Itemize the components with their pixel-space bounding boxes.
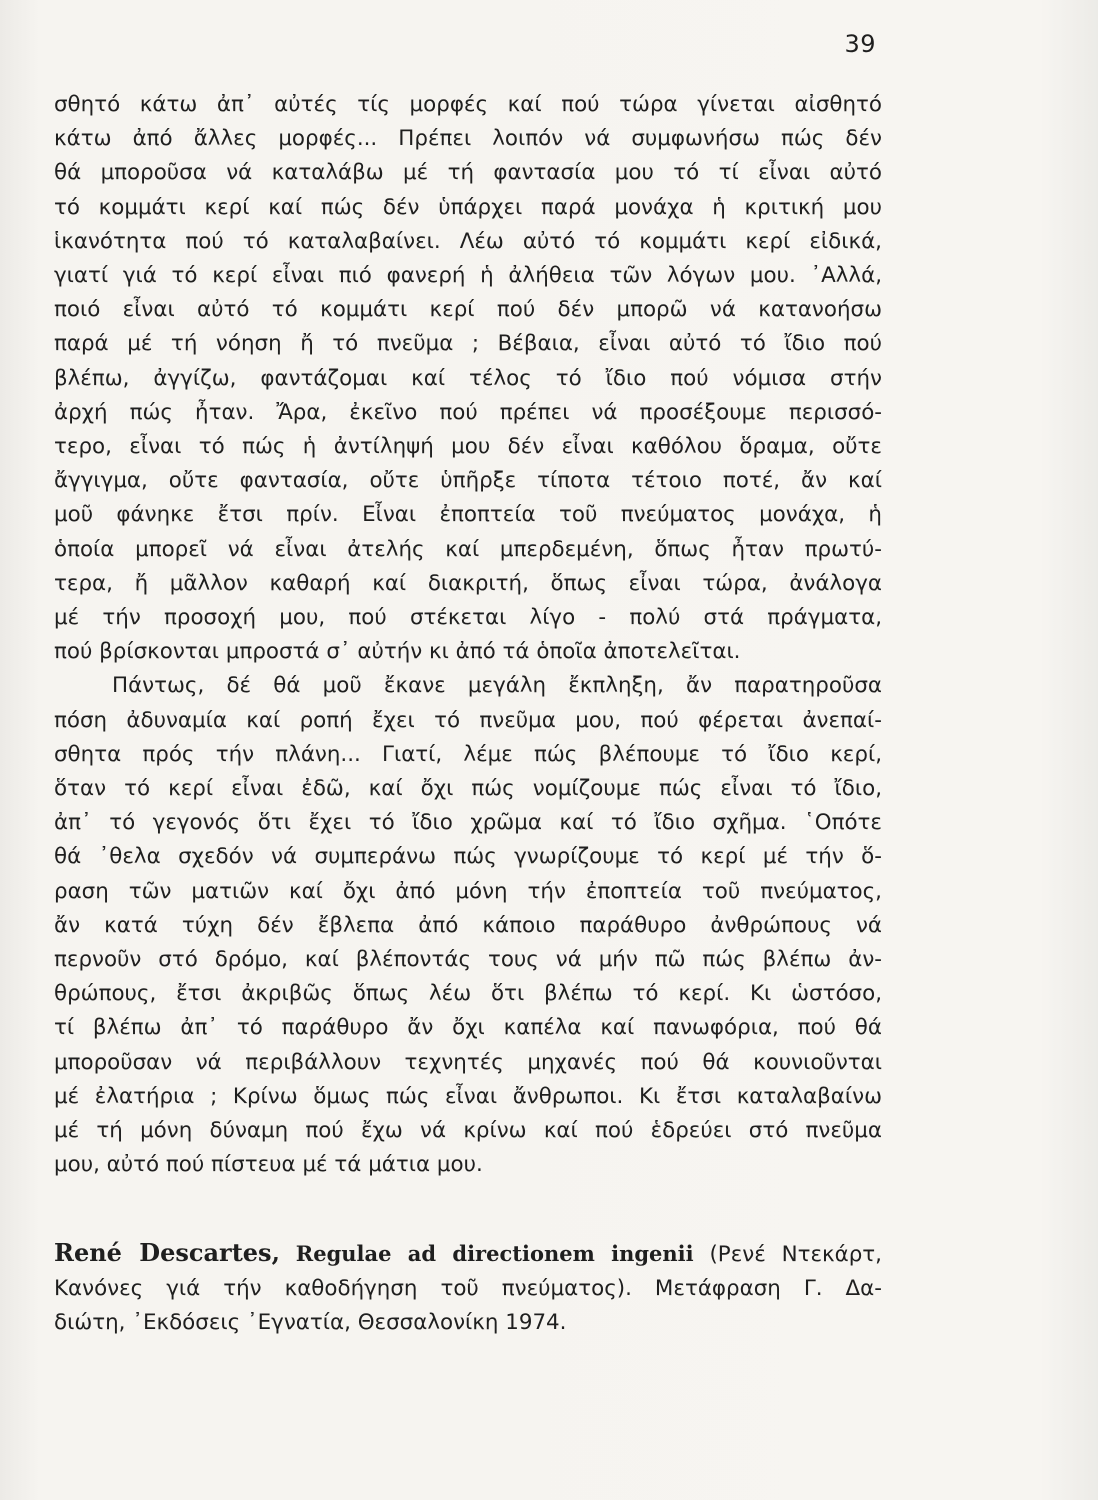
text-line: περνοῦν στό δρόμο, καί βλέποντάς τους νά μήν πῶ πώς βλέπω ἀν- — [54, 947, 882, 973]
text-line: ἄγγιγμα, οὔτε φαντασία, οὔτε ὑπῆρξε τίποτα τέτοιο ποτέ, ἄν καί — [54, 468, 882, 494]
text-line: πόση ἀδυναμία καί ροπή ἔχει τό πνεῦμα μου, πού φέρεται ἀνεπαί- — [54, 707, 882, 733]
text-line: μου, αὐτό πού πίστευα μέ τά μάτια μου. — [54, 1152, 483, 1178]
citation-work-title: Regulae ad directionem ingenii — [295, 1241, 694, 1266]
text-line: τό κομμάτι κερί καί πώς δέν ὑπάρχει παρά μονάχα ἡ κριτική μου — [54, 194, 882, 220]
text-line: τερα, ἤ μᾶλλον καθαρή καί διακριτή, ὅπως εἶναι τώρα, ἀνάλογα — [54, 570, 882, 596]
text-line: ἄν κατά τύχη δέν ἔβλεπα ἀπό κάποιο παράθυρο ἀνθρώπους νά — [54, 912, 882, 938]
source-citation — [54, 1236, 882, 1341]
text-line: γιατί γιά τό κερί εἶναι πιό φανερή ἡ ἀλήθεια τῶν λόγων μου. ᾿Αλλά, — [54, 263, 882, 289]
text-line: μέ τήν προσοχή μου, πού στέκεται λίγο - πολύ στά πράγματα, — [54, 605, 882, 631]
page-number: 39 — [844, 30, 876, 58]
text-line: ποιό εἶναι αὐτό τό κομμάτι κερί πού δέν μπορῶ νά κατανοήσω — [54, 297, 882, 323]
text-line: θρώπους, ἔτσι ἀκριβῶς ὅπως λέω ὅτι βλέπω τό κερί. Κι ὡστόσο, — [54, 981, 882, 1007]
text-line: μέ τή μόνη δύναμη πού ἔχω νά κρίνω καί πού ἑδρεύει στό πνεῦμα — [54, 1118, 882, 1144]
text-line: ἱκανότητα πού τό καταλαβαίνει. Λέω αὐτό τό κομμάτι κερί εἰδικά, — [54, 228, 882, 254]
text-line: μοῦ φάνηκε ἔτσι πρίν. Εἶναι ἐποπτεία τοῦ πνεύματος μονάχα, ἡ — [54, 502, 882, 528]
citation-line: διώτη, ᾽Εκδόσεις ᾽Εγνατία, Θεσσαλονίκη 1974. — [54, 1310, 567, 1336]
paragraph-start-line: Πάντως, δέ θά μοῦ ἔκανε μεγάλη ἔκπληξη, ἄν παρατηροῦσα — [112, 673, 882, 699]
text-line: ἀπ᾽ τό γεγονός ὅτι ἔχει τό ἴδιο χρῶμα καί τό ἴδιο σχῆμα. ῾Οπότε — [54, 810, 882, 836]
text-line: τερο, εἶναι τό πώς ἡ ἀντίληψή μου δέν εἶναι καθόλου ὅραμα, οὔτε — [54, 434, 882, 460]
text-line: ραση τῶν ματιῶν καί ὄχι ἀπό μόνη τήν ἐποπτεία τοῦ πνεύματος, — [54, 878, 882, 904]
text-line: κάτω ἀπό ἄλλες μορφές... Πρέπει λοιπόν νά συμφωνήσω πώς δέν — [54, 126, 882, 152]
citation-author: René Descartes, — [54, 1238, 280, 1267]
text-line: ὁποία μπορεῖ νά εἶναι ἀτελής καί μπερδεμένη, ὅπως ἦταν πρωτύ- — [54, 536, 882, 562]
text-line: ἀρχή πώς ἦταν. Ἄρα, ἐκεῖνο πού πρέπει νά προσέξουμε περισσό- — [54, 399, 882, 425]
text-line: ὅταν τό κερί εἶναι ἐδῶ, καί ὄχι πώς νομίζουμε πώς εἶναι τό ἴδιο, — [54, 776, 882, 802]
text-line: πού βρίσκονται μπροστά σ᾽ αὐτήν κι ἀπό τά ὁποῖα ἀποτελεῖται. — [54, 639, 741, 665]
text-line: θά μποροῦσα νά καταλάβω μέ τή φαντασία μου τό τί εἶναι αὐτό — [54, 160, 882, 186]
text-line: θά ᾽θελα σχεδόν νά συμπεράνω πώς γνωρίζουμε τό κερί μέ τήν ὅ- — [54, 844, 882, 870]
citation-line: Κανόνες γιά τήν καθοδήγηση τοῦ πνεύματος). Μετάφραση Γ. Δα- — [54, 1276, 882, 1302]
text-line: σθητα πρός τήν πλάνη... Γιατί, λέμε πώς βλέπουμε τό ἴδιο κερί, — [54, 741, 882, 767]
text-line: σθητό κάτω ἀπ᾽ αὐτές τίς μορφές καί πού τώρα γίνεται αἰσθητό — [54, 92, 882, 117]
text-line: βλέπω, ἀγγίζω, φαντάζομαι καί τέλος τό ἴδιο πού νόμισα στήν — [54, 365, 882, 391]
body-text — [54, 88, 882, 1183]
text-line: παρά μέ τή νόηση ἤ τό πνεῦμα ; Βέβαια, εἶναι αὐτό τό ἴδιο πού — [54, 331, 882, 357]
citation-translation-title: (Ρενέ Ντεκάρτ, — [709, 1242, 882, 1267]
text-line: μέ ἐλατήρια ; Κρίνω ὅμως πώς εἶναι ἄνθρωποι. Κι ἔτσι καταλαβαίνω — [54, 1083, 882, 1109]
citation-line — [54, 1236, 882, 1272]
text-line: μποροῦσαν νά περιβάλλουν τεχνητές μηχανές πού θά κουνιοῦνται — [54, 1049, 882, 1075]
text-line: τί βλέπω ἀπ᾽ τό παράθυρο ἄν ὄχι καπέλα καί πανωφόρια, πού θά — [54, 1015, 882, 1041]
